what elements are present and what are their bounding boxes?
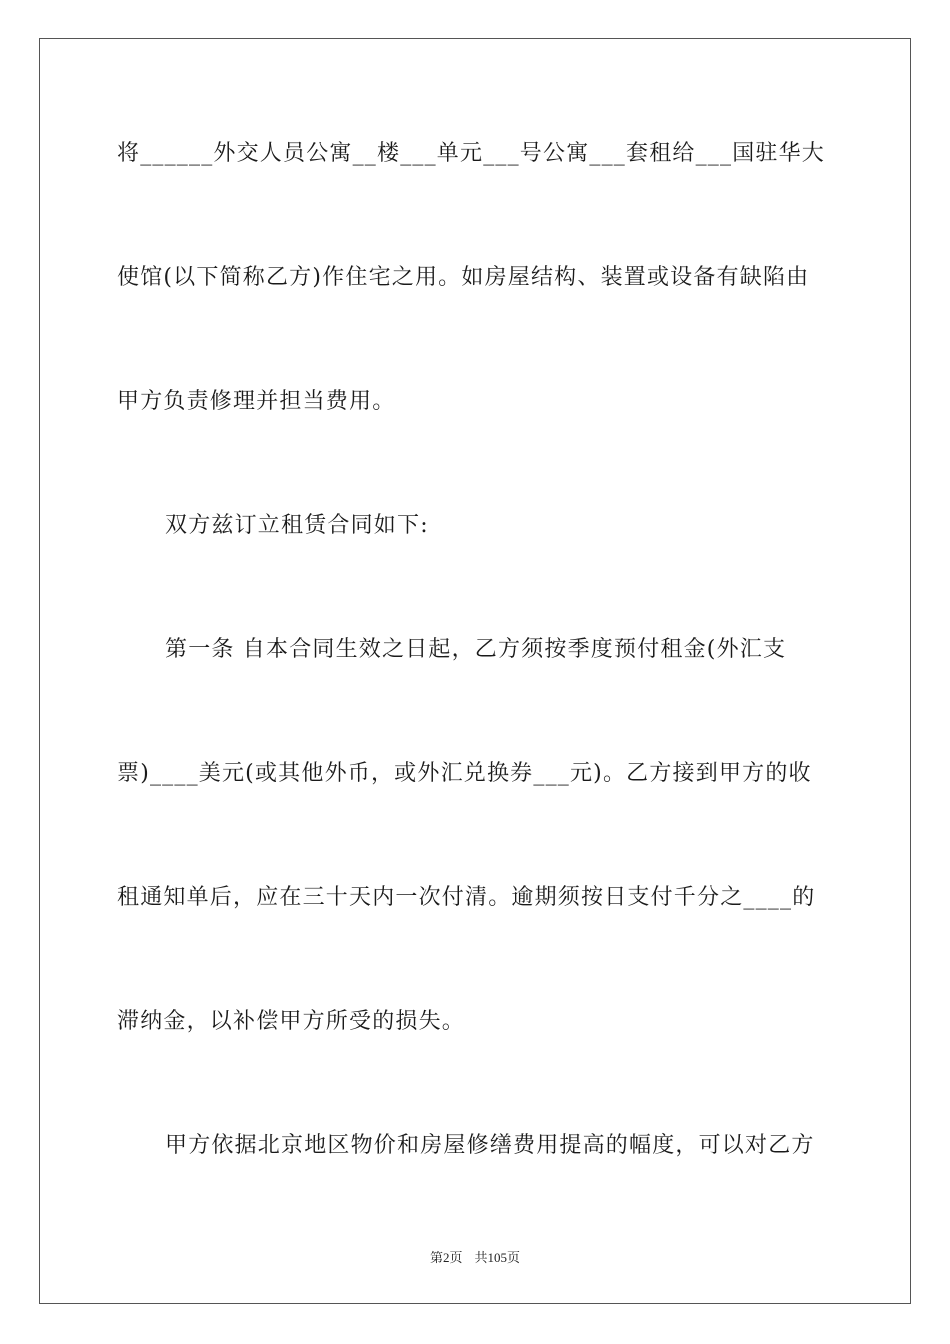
paragraph-line: 甲方依据北京地区物价和房屋修缮费用提高的幅度，可以对乙方 (165, 1133, 815, 1158)
paragraph-intro: 双方兹订立租赁合同如下: (165, 513, 429, 538)
page-footer (0, 1247, 950, 1266)
text-line: 将______外交人员公寓__楼___单元___号公寓___套租给___国驻华大 (117, 141, 826, 166)
text-line: 甲方负责修理并担当费用。 (117, 389, 396, 414)
text-line: 票)____美元(或其他外币，或外汇兑换券___元)。乙方接到甲方的收 (117, 761, 812, 786)
article-one-line: 第一条 自本合同生效之日起，乙方须按季度预付租金(外汇支 (165, 637, 787, 662)
document-body (117, 127, 837, 1243)
text-line: 租通知单后，应在三十天内一次付清。逾期须按日支付千分之____的 (117, 885, 816, 910)
text-line: 滞纳金，以补偿甲方所受的损失。 (117, 1009, 466, 1034)
text-line: 使馆(以下简称乙方)作住宅之用。如房屋结构、装置或设备有缺陷由 (117, 265, 810, 290)
page-number: 第2页 (429, 1250, 463, 1265)
page-total: 共105页 (474, 1250, 521, 1265)
